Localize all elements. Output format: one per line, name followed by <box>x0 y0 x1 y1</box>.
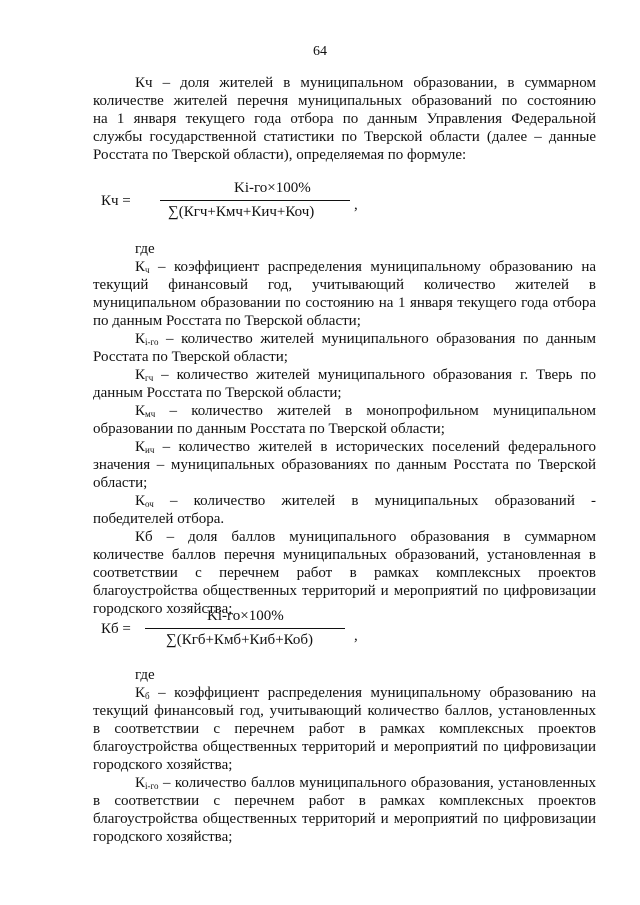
text-line: соответствии с перечнем работ в рамках комплексных проектов <box>93 565 596 581</box>
where-label: где <box>135 241 155 257</box>
text-line: текущий финансовый год, учитывающий количество жителей в <box>93 277 596 293</box>
text-line: образовании по данным Росстата по Тверской области; <box>93 421 445 437</box>
formula-lhs: Кб = <box>101 621 131 637</box>
formula-numerator: Ki-го×100% <box>207 608 284 624</box>
definition-kb: $К_б$ – коэффициент распределения муниципальному образованию на <box>135 685 596 701</box>
formula-comma: , <box>354 197 358 213</box>
text-line: Кч – доля жителей в муниципальном образовании, в суммарном <box>135 75 596 91</box>
text-line: благоустройства общественных территорий и мероприятий по цифровизации <box>93 811 596 827</box>
text-line: количестве жителей перечня муниципальных образований по состоянию <box>93 93 596 109</box>
text-line: Росстата по Тверской области), определяемая по формуле: <box>93 147 467 163</box>
page-number: 64 <box>313 44 327 59</box>
text-line: данным Росстата по Тверской области; <box>93 385 342 401</box>
definition-kich: $К_{ич}$ – количество жителей в исторических поселений федерального <box>135 439 596 455</box>
text-line: по данным Росстата по Тверской области; <box>93 313 361 329</box>
formula-denominator: ∑(Кгб+Кмб+Киб+Коб) <box>166 632 314 648</box>
definition-koch: $К_{оч}$ – количество жителей в муниципальных образований - <box>135 493 596 509</box>
formula-lhs: Кч = <box>101 193 131 209</box>
definitions-block-2 <box>93 666 596 846</box>
definition-kmch: $К_{мч}$ – количество жителей в монопрофильном муниципальном <box>135 403 596 419</box>
text-line: области; <box>93 475 148 491</box>
text-line: благоустройства общественных территорий и мероприятий по цифровизации <box>93 739 596 755</box>
text-line: благоустройства общественных территорий и мероприятий по цифровизации <box>93 583 596 599</box>
formula-comma: , <box>354 628 358 644</box>
definition-kigo: $К_{i-го}$ – количество жителей муниципального образования по данным <box>135 331 596 347</box>
definitions-block-1 <box>93 240 596 618</box>
text-line: в соответствии с перечнем работ в рамках комплексных проектов <box>93 721 596 737</box>
text-line: Росстата по Тверской области; <box>93 349 288 365</box>
kb-intro-line: Кб – доля баллов муниципального образования в суммарном <box>135 529 596 545</box>
text-line: текущий финансовый год, учитывающий количество баллов, установленных <box>93 703 596 719</box>
formula-kb <box>0 608 640 658</box>
formula-kch <box>0 180 640 230</box>
text-line: муниципальном образовании по состоянию на 1 января текущего года отбора <box>93 295 596 311</box>
definition-kch: $К_ч$ – коэффициент распределения муниципальному образованию на <box>135 259 596 275</box>
where-label: где <box>135 667 155 683</box>
formula-numerator: Ki-го×100% <box>234 180 311 196</box>
fraction-bar <box>160 200 350 201</box>
text-line: победителей отбора. <box>93 511 225 527</box>
text-line: городского хозяйства; <box>93 757 233 773</box>
kch-intro-paragraph <box>93 74 596 164</box>
text-line: на 1 января текущего года отбора по данным Управления Федеральной <box>93 111 596 127</box>
definition-kigo-b: $К_{i-го}$ – количество баллов муниципального образования, установленных <box>135 775 596 791</box>
text-line: городского хозяйства; <box>93 601 233 617</box>
text-line: в соответствии с перечнем работ в рамках комплексных проектов <box>93 793 596 809</box>
definition-kgch: $К_{гч}$ – количество жителей муниципального образования г. Тверь по <box>135 367 596 383</box>
text-line: количестве баллов перечня муниципальных образований, установленная в <box>93 547 596 563</box>
formula-denominator: ∑(Кгч+Кмч+Кич+Коч) <box>168 204 315 220</box>
text-line: значения – муниципальных образованиях по данным Росстата по Тверской <box>93 457 596 473</box>
fraction-bar <box>145 628 345 629</box>
text-line: городского хозяйства; <box>93 829 233 845</box>
text-line: службы государственной статистики по Тверской области (далее – данные <box>93 129 596 145</box>
